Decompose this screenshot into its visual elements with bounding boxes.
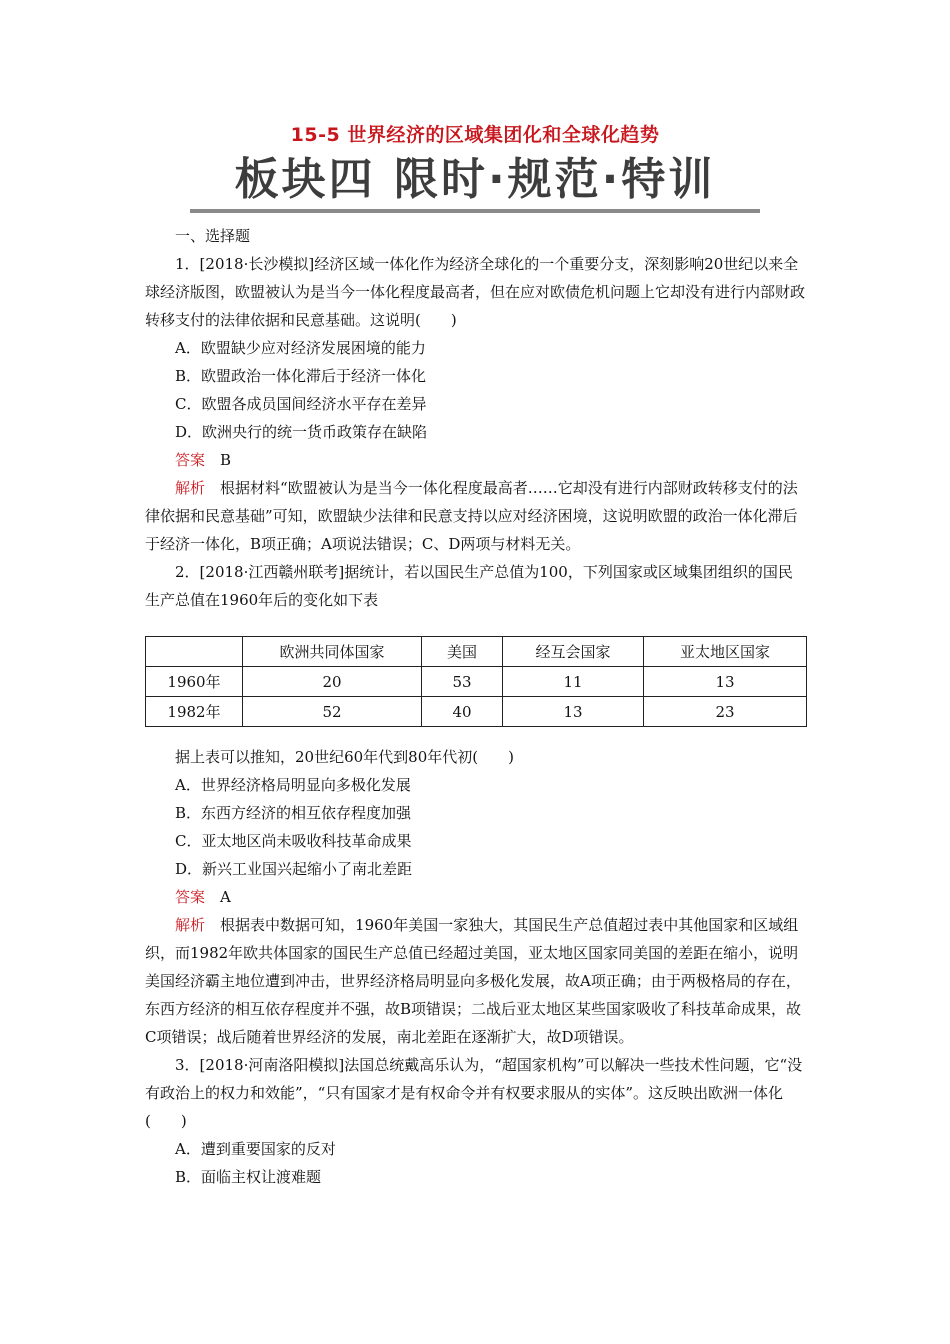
table-cell: 1982年 [146, 697, 243, 727]
analysis-text: 根据材料“欧盟被认为是当今一体化程度最高者……它却没有进行内部财政转移支付的法律依据和民意基础”可知，欧盟缺少法律和民意支持以应对经济困境，这说明欧盟的政治一体化滞后于经济一体化，B项正确；A项说法错误；C、D两项与材料无关。 [145, 479, 798, 553]
table-header-cell: 亚太地区国家 [644, 637, 807, 667]
page-title: 15-5 世界经济的区域集团化和全球化趋势 [290, 124, 660, 146]
question-1-option-a: A．欧盟缺少应对经济发展困境的能力 [175, 339, 426, 357]
answer-label: 答案 [175, 888, 206, 906]
table-header-cell [146, 637, 243, 667]
table-header-row [146, 637, 807, 667]
answer-value: A [220, 888, 231, 906]
analysis-label: 解析 [175, 916, 206, 934]
question-2-option-b: B．东西方经济的相互依存程度加强 [175, 804, 412, 822]
table-cell: 11 [503, 667, 644, 697]
analysis-label: 解析 [175, 479, 206, 497]
question-1-stem: 1．[2018·长沙模拟]经济区域一体化作为经济全球化的一个重要分支，深刻影响20世纪以来全球经济版图，欧盟被认为是当今一体化程度最高者，但在应对欧债危机问题上它却没有进行内部财政转移支付的法律依据和民意基础。这说明( ) [145, 255, 806, 329]
question-1-option-d: D．欧洲央行的统一货币政策存在缺陷 [175, 423, 428, 441]
question-2-answer [145, 883, 807, 911]
question-3-option-b: B．面临主权让渡难题 [175, 1168, 322, 1186]
question-1-option-b: B．欧盟政治一体化滞后于经济一体化 [175, 367, 427, 385]
section-banner: 板块四 限时·规范·特训 [234, 154, 716, 205]
question-2-stem: 2．[2018·江西赣州联考]据统计，若以国民生产总值为100，下列国家或区域集团组织的国民生产总值在1960年后的变化如下表 [145, 563, 793, 609]
table-header-cell: 经互会国家 [503, 637, 644, 667]
section-heading: 一、选择题 [175, 227, 251, 245]
table-row [146, 667, 807, 697]
table-cell: 13 [644, 667, 807, 697]
question-1-option-c: C．欧盟各成员国间经济水平存在差异 [175, 395, 427, 413]
analysis-text: 根据表中数据可知，1960年美国一家独大，其国民生产总值超过表中其他国家和区域组织，而1982年欧共体国家的国民生产总值已经超过美国，亚太地区国家同美国的差距在缩小，说明美国经济霸主地位遭到冲击，世界经济格局明显向多极化发展，故A项正确；由于两极格局的存在，东西方经济的相互依存程度并不强，故B项错误；二战后亚太地区某些国家吸收了科技革命成果，故C项错误；战后随着世界经济的发展，南北差距在逐渐扩大，故D项错误。 [145, 916, 802, 1046]
question-2-option-d: D．新兴工业国兴起缩小了南北差距 [175, 860, 413, 878]
content-body [145, 222, 807, 1191]
banner-divider [190, 209, 760, 213]
table-cell: 13 [503, 697, 644, 727]
question-3-option-a: A．遭到重要国家的反对 [175, 1140, 336, 1158]
question-1-answer [145, 446, 807, 474]
table-header-cell: 美国 [422, 637, 503, 667]
table-cell: 40 [422, 697, 503, 727]
gnp-table [145, 636, 807, 727]
question-2-analysis [145, 911, 807, 1051]
table-row [146, 697, 807, 727]
table-cell: 52 [243, 697, 422, 727]
table-cell: 1960年 [146, 667, 243, 697]
table-cell: 23 [644, 697, 807, 727]
table-header-cell: 欧洲共同体国家 [243, 637, 422, 667]
question-3-stem: 3．[2018·河南洛阳模拟]法国总统戴高乐认为，“超国家机构”可以解决一些技术性问题，它“没有政治上的权力和效能”，“只有国家才是有权命令并有权要求服从的实体”。这反映出欧洲一体化( ) [145, 1056, 803, 1130]
question-2-option-c: C．亚太地区尚未吸收科技革命成果 [175, 832, 412, 850]
question-2-prompt: 据上表可以推知，20世纪60年代到80年代初( ) [175, 748, 514, 766]
table-cell: 53 [422, 667, 503, 697]
question-2-option-a: A．世界经济格局明显向多极化发展 [175, 776, 411, 794]
answer-label: 答案 [175, 451, 206, 469]
table-cell: 20 [243, 667, 422, 697]
question-1-analysis [145, 474, 807, 558]
answer-value: B [220, 451, 232, 469]
